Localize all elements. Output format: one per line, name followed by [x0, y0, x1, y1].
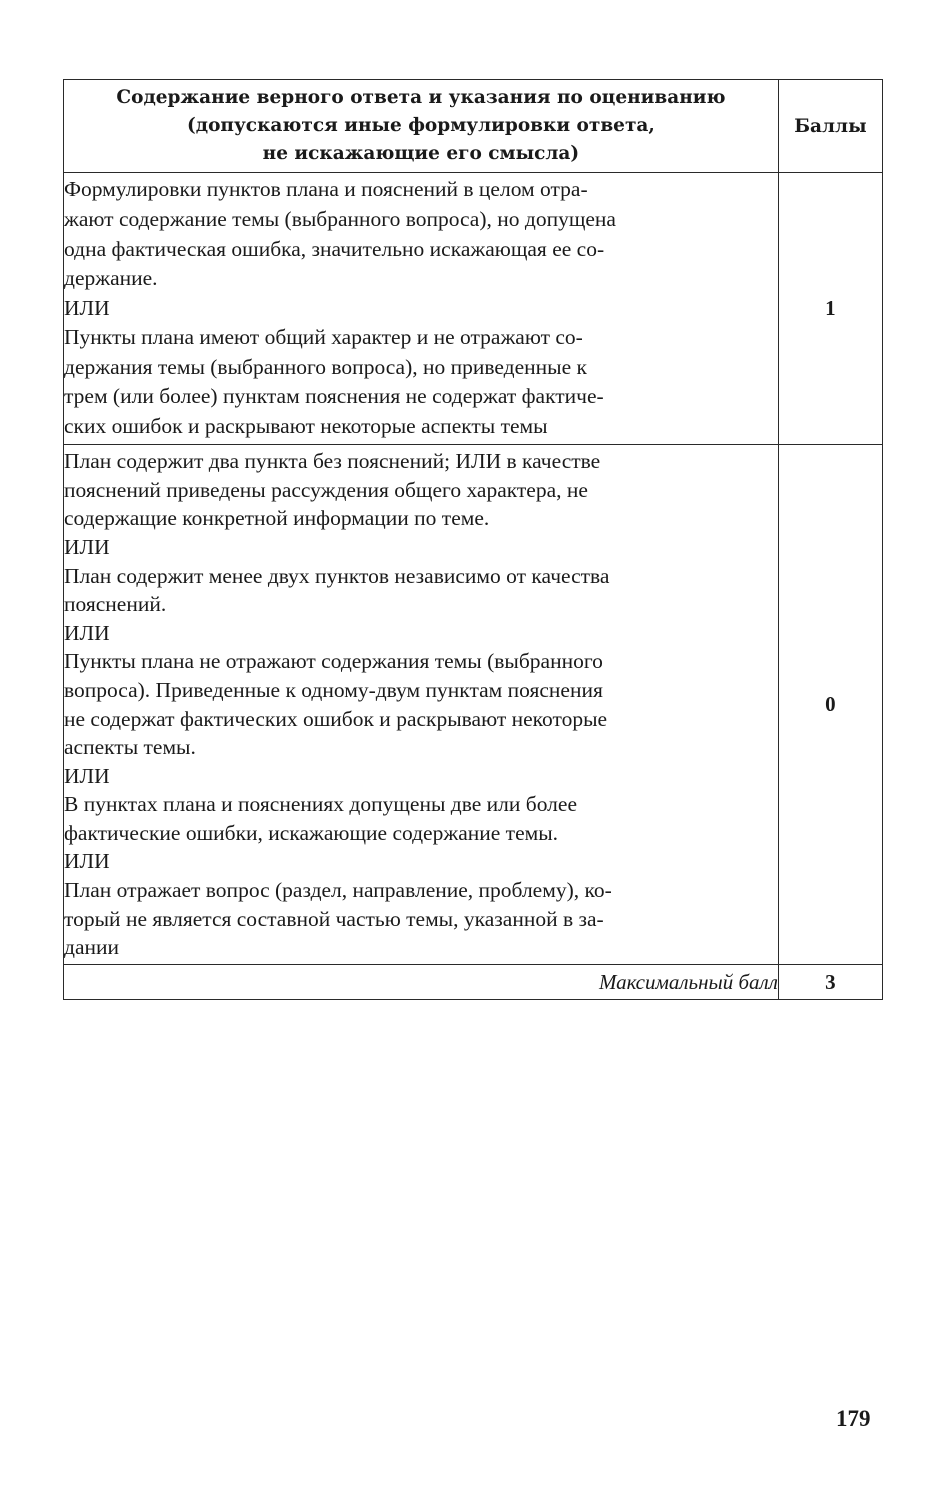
- text-line: Пункты плана не отражают содержания темы (выбранного: [64, 649, 603, 674]
- header-score-cell: Баллы: [778, 80, 882, 173]
- text-line: ИЛИ: [64, 763, 110, 788]
- max-score-row: [64, 965, 883, 1000]
- criteria-text-cell: [64, 173, 779, 445]
- text-line: жают содержание темы (выбранного вопроса), но допущена: [64, 206, 616, 231]
- text-line: не содержат фактических ошибок и раскрывают некоторые: [64, 706, 608, 731]
- header-content-cell: [64, 80, 779, 173]
- text-line: пояснений приведены рассуждения общего характера, не: [64, 477, 588, 502]
- criteria-text-cell: [64, 445, 779, 965]
- text-line: ских ошибок и раскрывают некоторые аспекты темы: [64, 414, 548, 439]
- text-line: Формулировки пунктов плана и пояснений в целом отра-: [64, 177, 588, 202]
- text-line: вопроса). Приведенные к одному-двум пунктам пояснения: [64, 677, 603, 702]
- criteria-table: [63, 79, 883, 1000]
- text-line: пояснений.: [64, 592, 167, 617]
- text-line: ИЛИ: [64, 620, 110, 645]
- text-line: ИЛИ: [64, 849, 110, 874]
- text-line: В пунктах плана и пояснениях допущены две или более: [64, 792, 577, 817]
- text-line: План содержит два пункта без пояснений; ИЛИ в качестве: [64, 449, 601, 474]
- table-header-row: [64, 80, 883, 173]
- max-score-value: 3: [778, 965, 882, 1000]
- table-row: [64, 445, 883, 965]
- text-line: держание.: [64, 266, 158, 291]
- table-row: [64, 173, 883, 445]
- text-line: Пункты плана имеют общий характер и не отражают со-: [64, 325, 583, 350]
- header-line: (допускаются иные формулировки ответа,: [187, 115, 655, 136]
- page-number: 179: [836, 1406, 871, 1431]
- text-line: аспекты темы.: [64, 735, 196, 760]
- text-line: содержащие конкретной информации по теме.: [64, 506, 490, 531]
- text-line: ИЛИ: [64, 534, 110, 559]
- header-line: не искажающие его смысла): [262, 143, 580, 164]
- text-line: фактические ошибки, искажающие содержание темы.: [64, 820, 559, 845]
- text-line: План отражает вопрос (раздел, направление, проблему), ко-: [64, 878, 612, 903]
- text-line: дании: [64, 935, 119, 960]
- text-line: держания темы (выбранного вопроса), но приведенные к: [64, 354, 587, 379]
- text-line: трем (или более) пунктам пояснения не содержат фактиче-: [64, 384, 604, 409]
- score-cell: 0: [778, 445, 882, 965]
- header-line: Содержание верного ответа и указания по оцениванию: [116, 87, 726, 108]
- score-cell: 1: [778, 173, 882, 445]
- text-line: ИЛИ: [64, 295, 110, 320]
- text-line: торый не является составной частью темы, указанной в за-: [64, 906, 604, 931]
- text-line: одна фактическая ошибка, значительно искажающая ее со-: [64, 236, 605, 261]
- max-score-label: Максимальный балл: [64, 965, 779, 1000]
- text-line: План содержит менее двух пунктов независимо от качества: [64, 563, 610, 588]
